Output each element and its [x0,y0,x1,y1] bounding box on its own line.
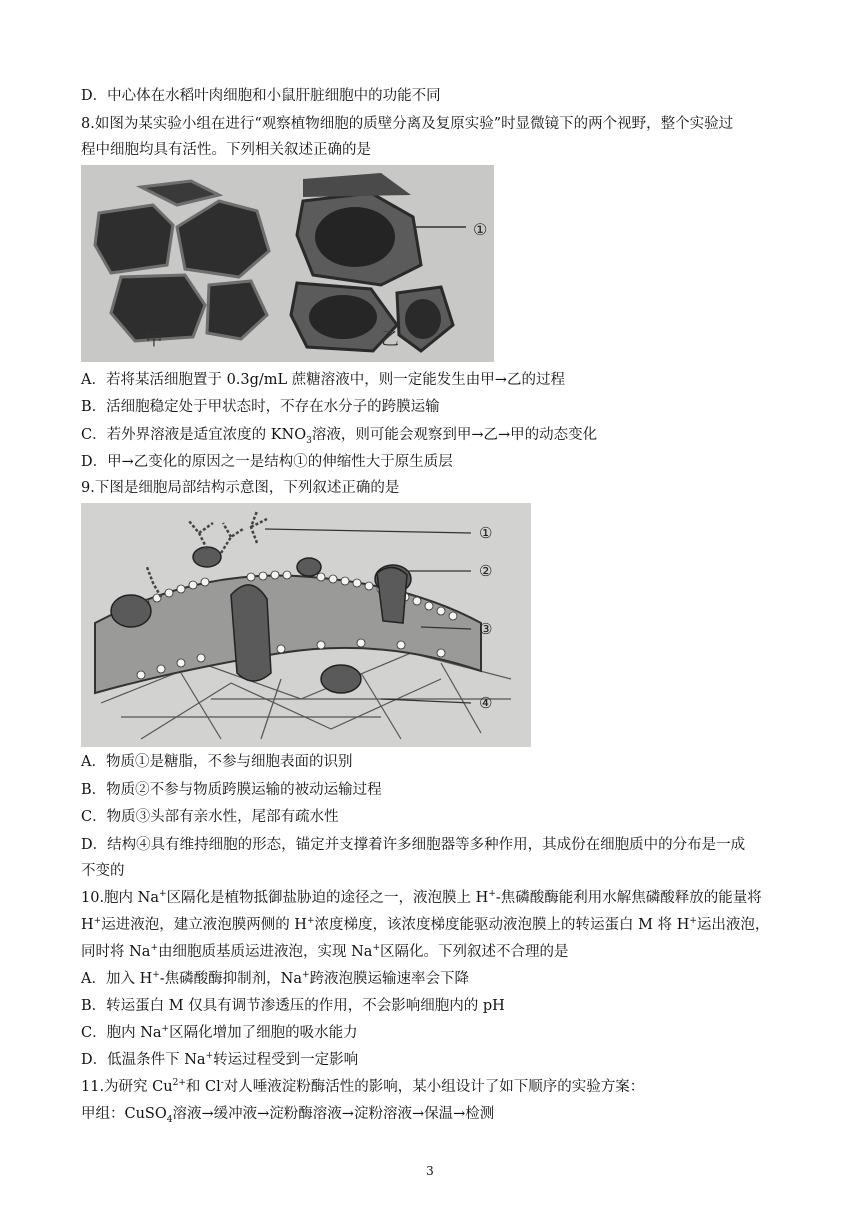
marker-3: ③ [479,620,493,638]
fig-label-jia: 甲 [145,329,163,350]
fig-label-yi: 乙 [381,329,399,350]
q9-stem: 9.下图是细胞局部结构示意图，下列叙述正确的是 [81,480,400,496]
q11-group-jia: 甲组：CuSO$_4$溶液→缓冲液→淀粉酶溶液→淀粉溶液→保温→检测 [81,1106,495,1125]
q11-stem: 11.为研究 $Cu^{2+}$和 Cl-对人唾液淀粉酶活性的影响，某小组设计了如下顺序的实验方案： [81,1078,645,1095]
q10-option-a: A．加入 H+-焦磷酸酶抑制剂，Na+跨液泡膜运输速率会下降 [81,970,470,987]
q9-option-a: A．物质①是糖脂，不参与细胞表面的识别 [81,754,353,770]
q10-option-d: D．低温条件下 Na+转运过程受到一定影响 [81,1051,359,1068]
q8-option-c: C．若外界溶液是适宜浓度的 $KNO_3$溶液，则可能会观察到甲→乙→甲的动态变化 [81,427,598,446]
q8-stem-line2: 程中细胞均具有活性。下列相关叙述正确的是 [81,142,371,158]
q10-stem-line2: H+运进液泡，建立液泡膜两侧的 H+浓度梯度，该浓度梯度能驱动液泡膜上的转运蛋白 M 将 H+运出液泡， [81,916,770,933]
q9-option-c: C．物质③头部有亲水性，尾部有疏水性 [81,809,339,825]
q9-option-d-line1: D．结构④具有维持细胞的形态，锚定并支撑着许多细胞器等多种作用，其成份在细胞质中的分布是一成 [81,837,746,853]
plasmolysis-figure [81,165,494,362]
marker-2: ② [479,562,493,580]
q8-option-d: D．甲→乙变化的原因之一是结构①的伸缩性大于原生质层 [81,454,453,470]
marker-1-fig8: ① [473,220,488,239]
marker-4: ④ [479,694,493,712]
q9-option-d-line2: 不变的 [81,863,125,879]
q8-option-a: A．若将某活细胞置于 0.3g/mL 蔗糖溶液中，则一定能发生由甲→乙的过程 [81,372,565,388]
q8-option-b: B．活细胞稳定处于甲状态时，不存在水分子的跨膜运输 [81,399,440,415]
q10-stem-line1: 10.胞内 Na+区隔化是植物抵御盐胁迫的途径之一，液泡膜上 H+-焦磷酸酶能利用水解焦磷酸释放的能量将 [81,889,762,906]
q8-stem-line1: 8.如图为某实验小组在进行“观察植物细胞的质壁分离及复原实验”时显微镜下的两个视野，整个实验过 [81,116,734,132]
q10-option-c: C．胞内 Na+区隔化增加了细胞的吸水能力 [81,1024,358,1041]
q10-option-b: B．转运蛋白 M 仅具有调节渗透压的作用，不会影响细胞内的 pH [81,998,505,1014]
page-number: 3 [426,1164,434,1178]
q9-option-b: B．物质②不参与物质跨膜运输的被动运输过程 [81,782,382,798]
cell-membrane-figure [81,503,531,747]
q7-option-d: D．中心体在水稻叶肉细胞和小鼠肝脏细胞中的功能不同 [81,88,441,104]
marker-1: ① [479,524,493,542]
q10-stem-line3: 同时将 Na+由细胞质基质运进液泡，实现 Na+区隔化。下列叙述不合理的是 [81,943,569,960]
